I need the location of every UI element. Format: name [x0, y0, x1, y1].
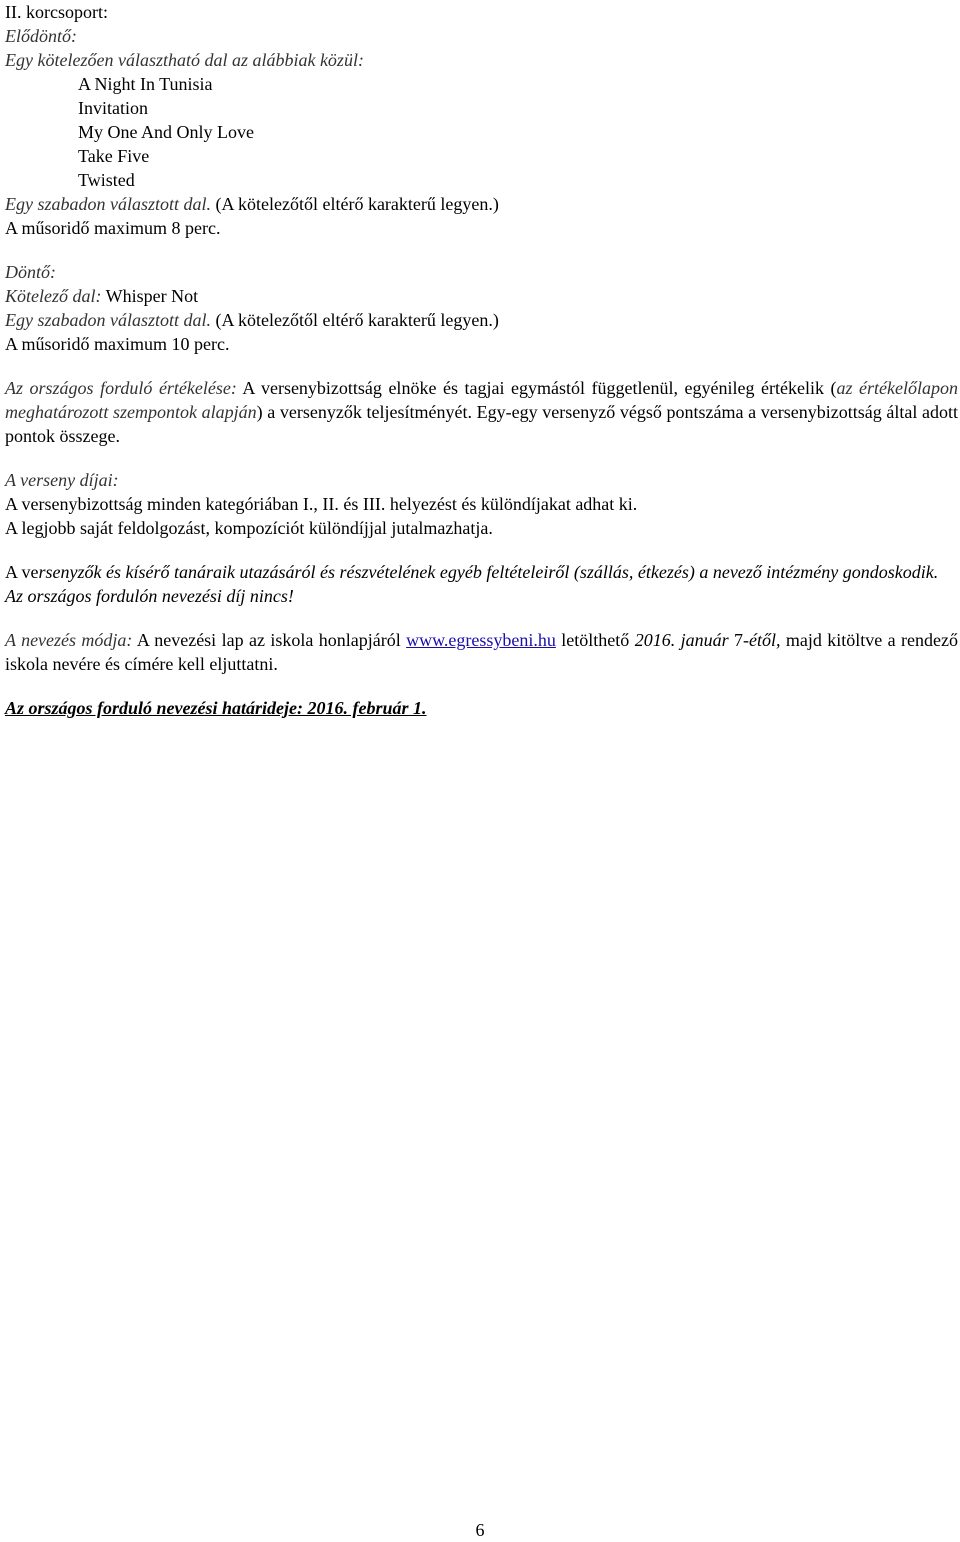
semifinal-label: Elődöntő:: [5, 26, 77, 46]
group-title: II. korcsoport:: [5, 2, 108, 22]
registration-text-end: majd kitöltve a rendező iskola nevére és címére kell eljuttatni.: [5, 630, 959, 674]
registration-day: 7: [728, 630, 743, 650]
registration-label: A nevezés módja:: [5, 630, 133, 650]
semifinal-free-song: [5, 192, 958, 216]
prizes-label: A verseny díjai:: [5, 470, 119, 490]
free-song-note: (A kötelezőtől eltérő karakterű legyen.): [211, 194, 499, 214]
required-song-intro: Egy kötelezően választható dal az alábbiak közül:: [5, 50, 364, 70]
song-item: Invitation: [78, 98, 148, 118]
required-song-title: Whisper Not: [101, 286, 199, 306]
song-item: Twisted: [78, 170, 135, 190]
final-required-song: [5, 284, 958, 308]
registration-download: letölthető: [555, 630, 635, 650]
website-link[interactable]: www.egressybeni.hu: [406, 630, 556, 650]
evaluation-text: A versenybizottság elnöke és tagjai egymástól függetlenül, egyénileg értékelik (: [236, 378, 837, 398]
travel-paragraph: [5, 560, 958, 584]
evaluation-label: Az országos forduló értékelése:: [5, 378, 237, 398]
prizes-line: A versenybizottság minden kategóriában I., II. és III. helyezést és különdíjakat adhat ki.: [5, 494, 638, 514]
registration-date: 2016. január: [634, 630, 729, 650]
song-item: A Night In Tunisia: [78, 74, 213, 94]
required-song-label: Kötelező dal:: [5, 286, 102, 306]
document-page: [5, 0, 958, 720]
registration-paragraph: [5, 628, 958, 676]
final-free-song: [5, 308, 958, 332]
registration-text: A nevezési lap az iskola honlapjáról: [132, 630, 407, 650]
free-song-label: Egy szabadon választott dal.: [5, 310, 211, 330]
free-song-note: (A kötelezőtől eltérő karakterű legyen.): [211, 310, 499, 330]
travel-text: rsenyzők és kísérő tanáraik utazásáról és részvételének egyéb feltételeiről (szállás, étkezés) a nevező intézmény gondoskodik.: [38, 562, 939, 582]
semifinal-duration: A műsoridő maximum 8 perc.: [5, 218, 221, 238]
free-song-label: Egy szabadon választott dal.: [5, 194, 211, 214]
evaluation-criteria: az értékelőlapon meghatározott szempontok alapján: [5, 378, 958, 422]
evaluation-text-end: ) a versenyzők teljesítményét. Egy-egy versenyző végső pontszáma a versenybizottság által adott pontok összege.: [5, 402, 958, 446]
deadline-notice: Az országos forduló nevezési határideje: 2016. február 1.: [5, 698, 427, 718]
prizes-special-line: A legjobb saját feldolgozást, kompozíciót különdíjjal jutalmazhatja.: [5, 518, 493, 538]
final-duration: A műsoridő maximum 10 perc.: [5, 334, 230, 354]
registration-day-suffix: -étől,: [743, 630, 781, 650]
song-item: My One And Only Love: [78, 122, 254, 142]
evaluation-paragraph: [5, 376, 958, 448]
final-label: Döntő:: [5, 262, 56, 282]
song-item: Take Five: [78, 146, 150, 166]
travel-text-start: A ve: [5, 562, 39, 582]
page-number: 6: [475, 1520, 485, 1540]
no-fee-note: Az országos fordulón nevezési díj nincs!: [5, 586, 294, 606]
